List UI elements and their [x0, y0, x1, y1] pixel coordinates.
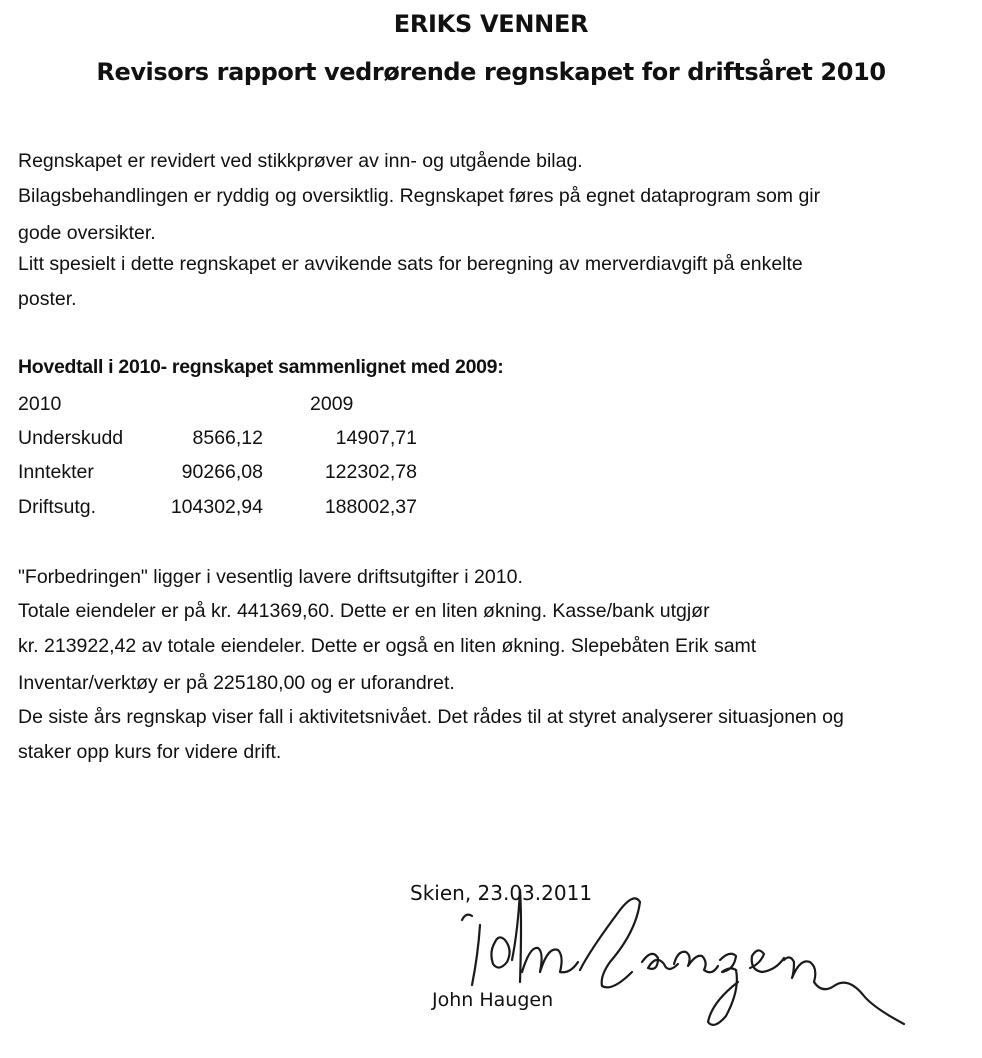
intro-line: poster. [18, 288, 77, 310]
intro-line: gode oversikter. [18, 222, 156, 244]
report-title: Revisors rapport vedrørende regnskapet for driftsåret 2010 [96, 58, 886, 86]
column-header-2009: 2009 [310, 393, 354, 415]
summary-line: Inventar/verktøy er på 225180,00 og er uforandret. [18, 672, 455, 694]
intro-line: Regnskapet er revidert ved stikkprøver av inn- og utgående bilag. [18, 150, 583, 172]
organization-title: ERIKS VENNER [393, 10, 589, 38]
value-2010: 90266,08 [181, 461, 263, 483]
column-header-2010: 2010 [18, 393, 62, 415]
summary-line: kr. 213922,42 av totale eiendeler. Dette er også en liten økning. Slepebåten Erik samt [18, 635, 757, 657]
key-figures-heading: Hovedtall i 2010- regnskapet sammenlignet med 2009: [18, 356, 504, 378]
row-label: Driftsutg. [18, 496, 97, 518]
intro-line: Bilagsbehandlingen er ryddig og oversiktlig. Regnskapet føres på egnet dataprogram som gir [18, 185, 821, 207]
intro-line: Litt spesielt i dette regnskapet er avvikende sats for beregning av merverdiavgift på enkelte [18, 253, 803, 275]
summary-line: Totale eiendeler er på kr. 441369,60. Dette er en liten økning. Kasse/bank utgjør [18, 600, 710, 622]
value-2010: 104302,94 [170, 496, 263, 518]
value-2009: 122302,78 [324, 461, 417, 483]
summary-line: De siste års regnskap viser fall i aktivitetsnivået. Det rådes til at styret analyserer situasjonen og [18, 706, 844, 728]
row-label: Inntekter [18, 461, 94, 483]
value-2009: 188002,37 [324, 496, 417, 518]
row-label: Underskudd [18, 427, 124, 449]
value-2009: 14907,71 [335, 427, 417, 449]
place-and-date: Skien, 23.03.2011 [410, 881, 593, 905]
signer-name: John Haugen [432, 989, 554, 1011]
summary-line: staker opp kurs for videre drift. [18, 741, 282, 763]
value-2010: 8566,12 [192, 427, 263, 449]
summary-line: "Forbedringen" ligger i vesentlig lavere driftsutgifter i 2010. [18, 566, 523, 588]
